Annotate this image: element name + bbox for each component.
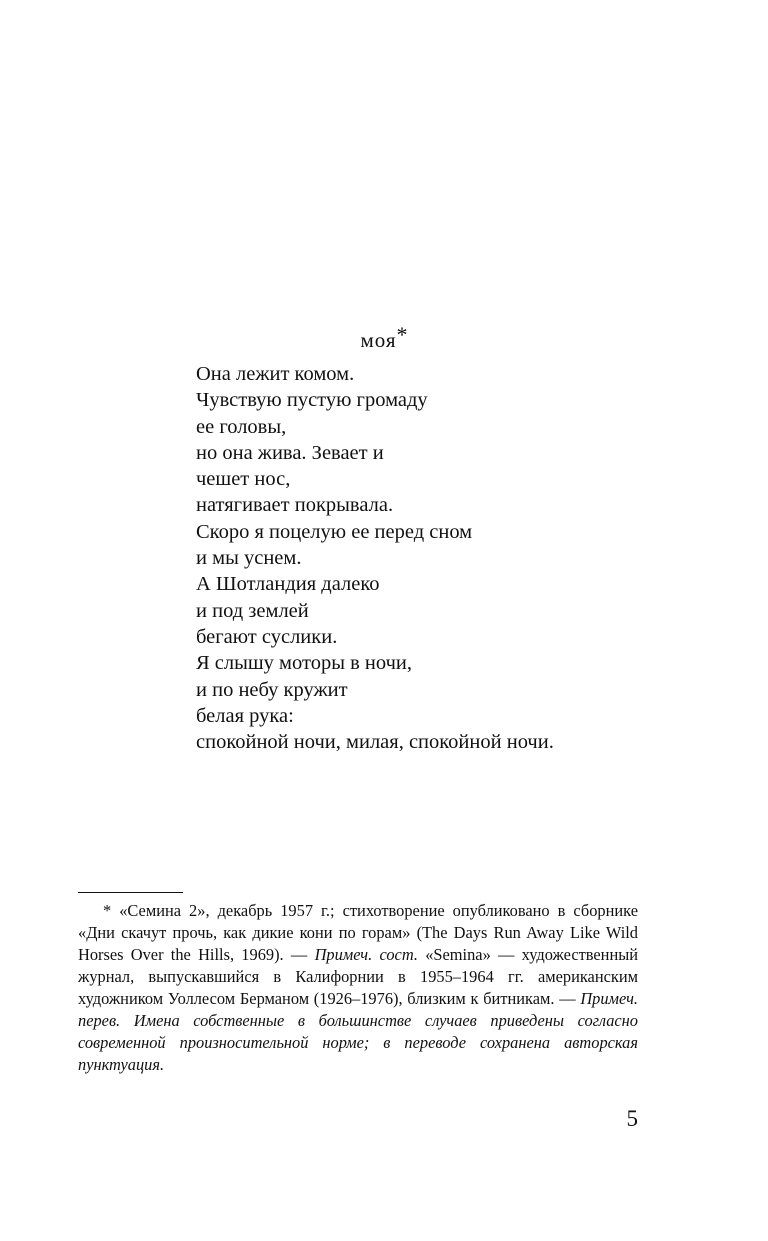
poem-line: спокойной ночи, милая, спокойной ночи. — [196, 731, 554, 754]
poem-line: Чувствую пустую громаду — [196, 389, 428, 412]
footnote-text-1: * «Семина 2», декабрь 1957 г.; стихотворение опубликовано в сборнике «Дни скачут прочь, как дикие кони по горам» (The Days Run Away Like Wild Horses Over the Hills, 1969). — — [78, 901, 638, 964]
poem-line: натягивает покрывала. — [196, 494, 394, 517]
poem-line: и под землей — [196, 599, 309, 622]
poem-line: белая рука: — [196, 704, 294, 727]
poem-title — [0, 322, 768, 353]
poem-line: но она жива. Зевает и — [196, 441, 384, 464]
page-number: 5 — [626, 1106, 638, 1131]
footnote-text-2: «Semina» — художественный журнал, выпускавшийся в Калифорнии в 1955–1964 гг. американским художником Уоллесом Берманом (1926–1976), близким к битникам. — — [78, 945, 638, 1008]
translator-note-label: Примеч. перев. — [78, 989, 638, 1030]
poem-line: и мы уснем. — [196, 547, 302, 570]
poem-line: Я слышу моторы в ночи, — [196, 652, 413, 675]
poem-line: ее головы, — [196, 415, 287, 438]
footnote-text-3: Имена собственные в большинстве случаев приведены согласно современной произносительной норме; в переводе сохранена авторская пунктуация. — [78, 1011, 638, 1074]
poem-line: А Шотландия далеко — [196, 573, 380, 596]
poem-line: чешет нос, — [196, 468, 291, 491]
poem-line: Она лежит комом. — [196, 363, 355, 385]
footnote-divider — [78, 892, 183, 893]
footnote-marker: * — [396, 322, 408, 347]
poem-line: Скоро я поцелую ее перед сном — [196, 520, 473, 543]
poem-line: и по небу кружит — [196, 678, 348, 701]
compiler-note-label: Примеч. сост. — [314, 945, 418, 964]
footnote-paragraph — [78, 900, 638, 1076]
poem-line: бегают суслики. — [196, 625, 338, 648]
poem-body — [196, 361, 696, 755]
poem-title-text: моя — [360, 328, 397, 352]
footnote — [78, 900, 638, 1076]
